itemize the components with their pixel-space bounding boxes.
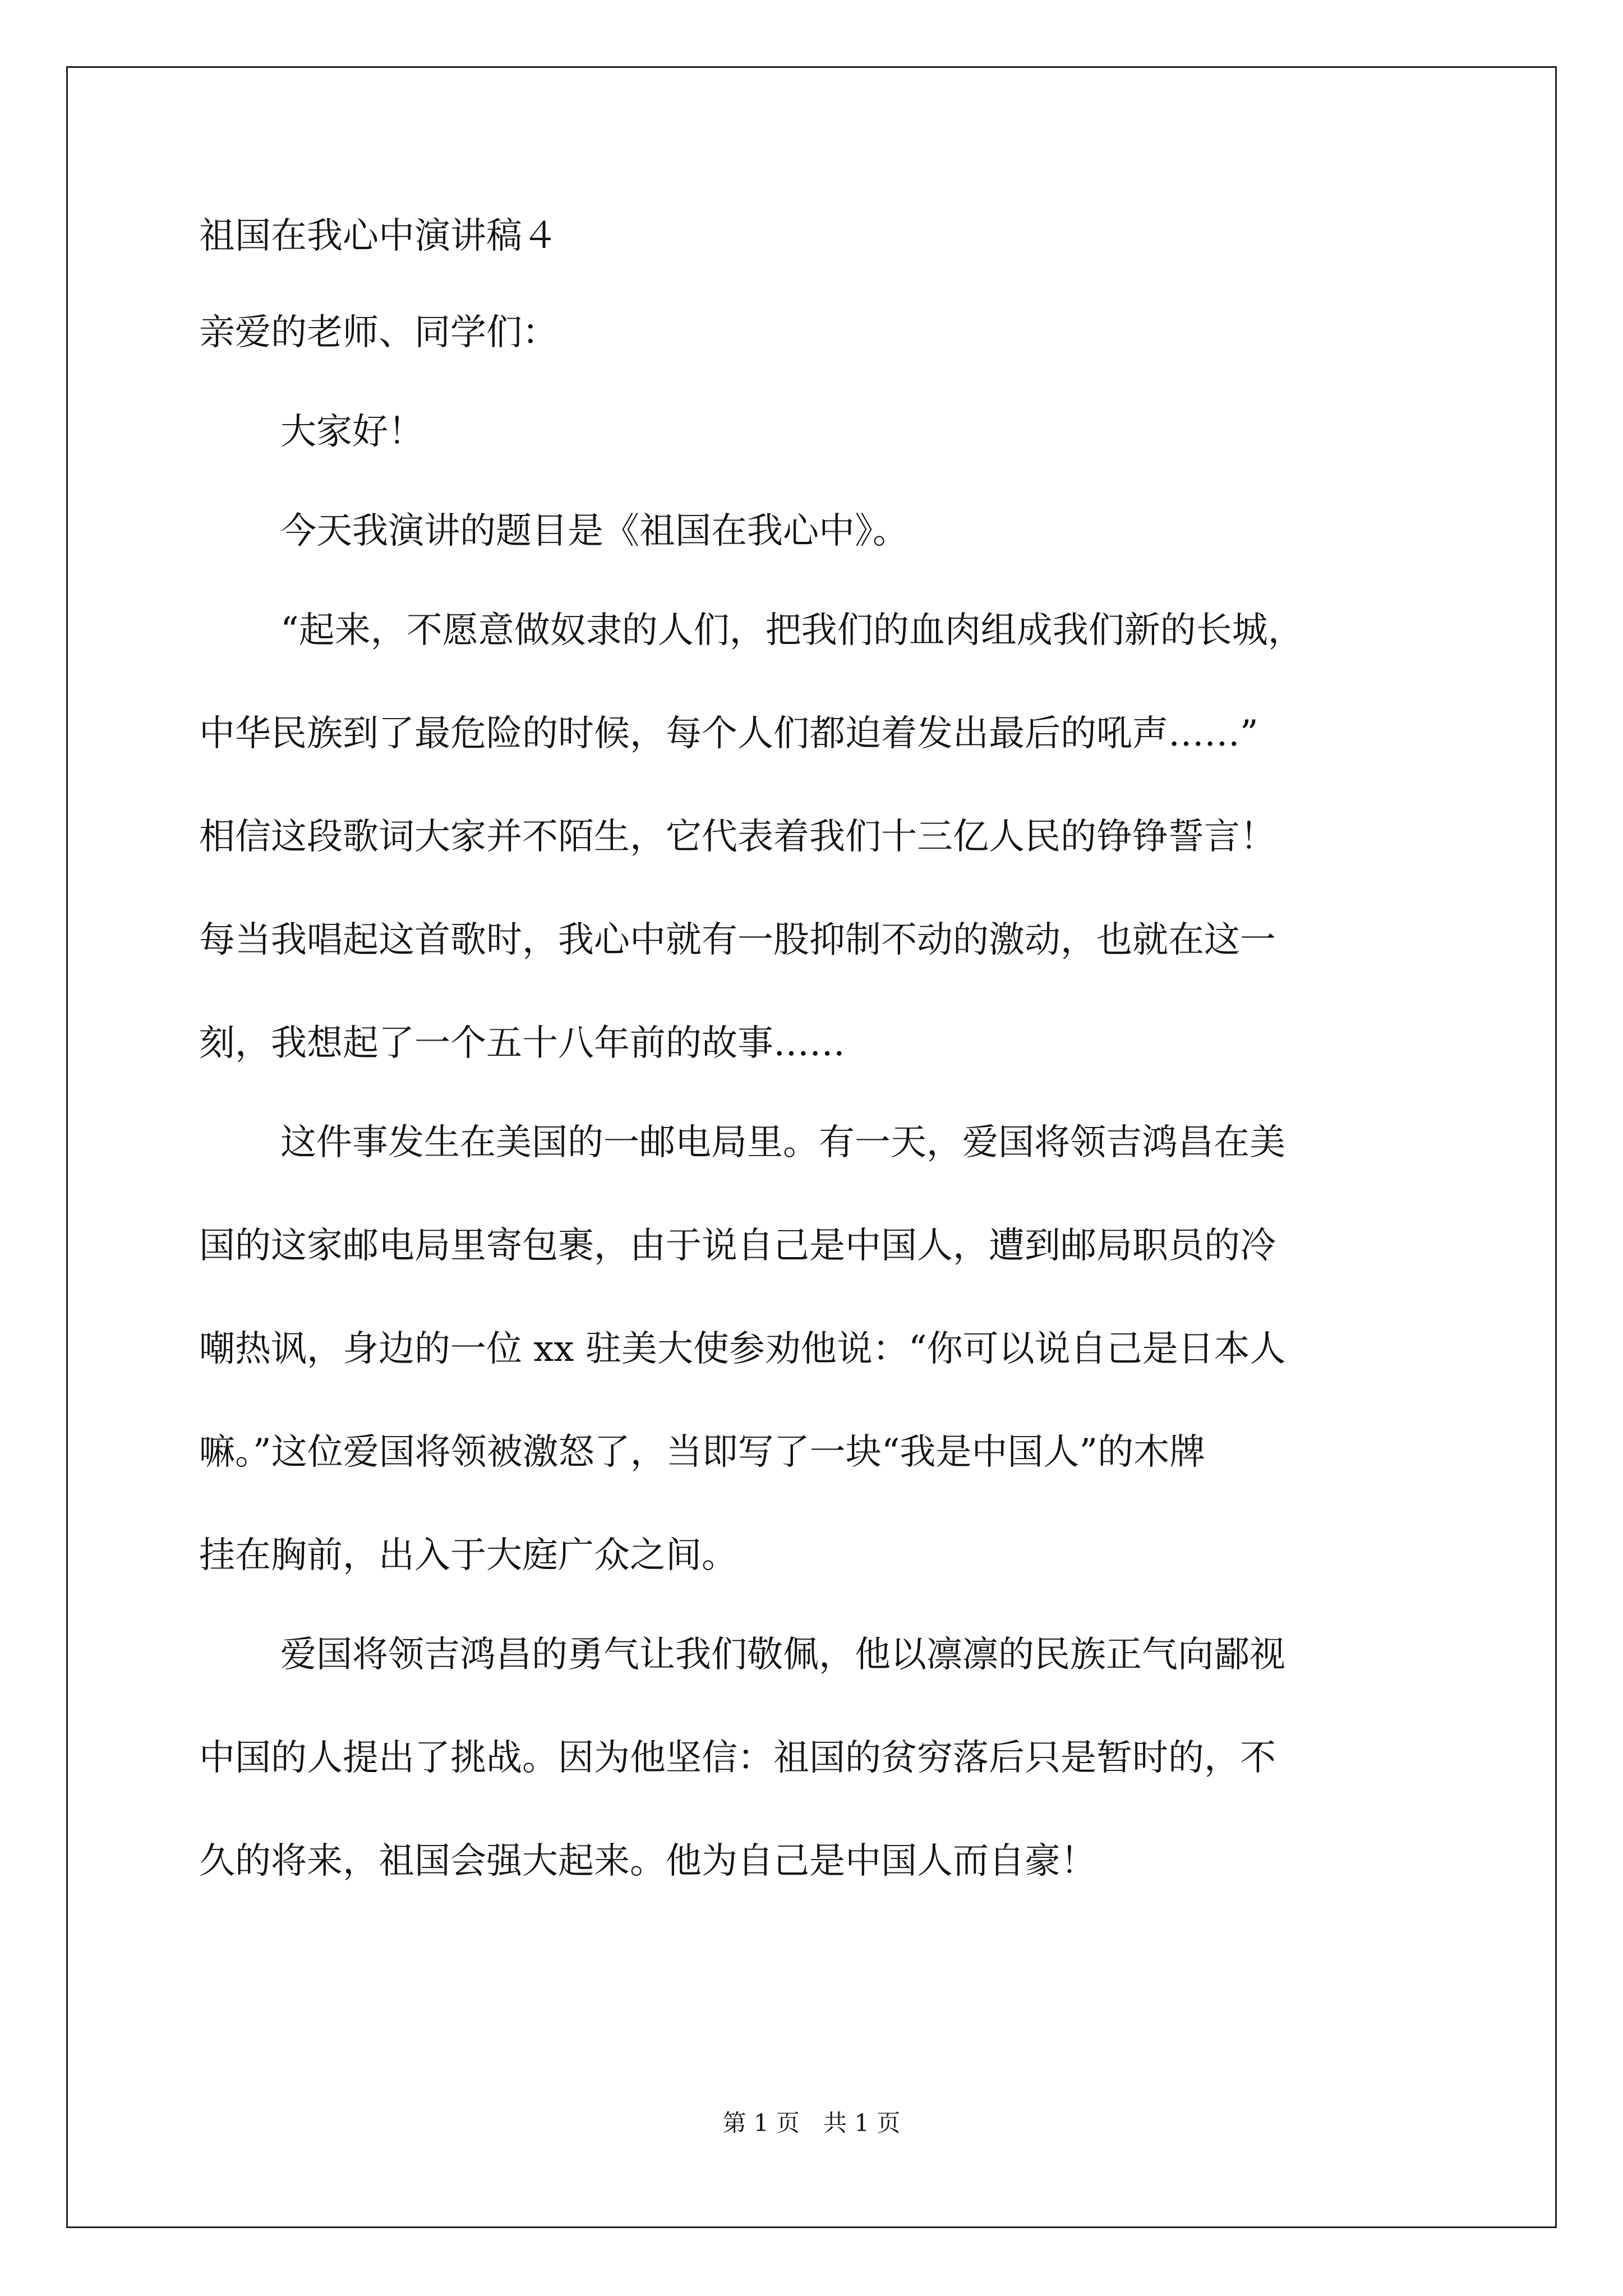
paragraph-line: “起来，不愿意做奴隶的人们，把我们的血肉组成我们新的长城， <box>280 610 1304 651</box>
paragraph-line: 这件事发生在美国的一邮电局里。有一天，爱国将领吉鸿昌在美 <box>280 1122 1285 1163</box>
page-footer: 第 1 页 共 1 页 <box>722 2109 901 2137</box>
document-title: 祖国在我心中演讲稿４ <box>199 215 558 257</box>
paragraph-line: 爱国将领吉鸿昌的勇气让我们敬佩，他以凛凛的民族正气向鄙视 <box>280 1634 1285 1676</box>
paragraph-line: 每当我唱起这首歌时，我心中就有一股抑制不动的激动，也就在这一 <box>199 919 1276 961</box>
paragraph-line: 国的这家邮电局里寄包裹，由于说自己是中国人，遭到邮局职员的冷 <box>199 1225 1276 1267</box>
document-body <box>199 210 1433 1935</box>
paragraph-line: 挂在胸前，出入于大庭广众之间。 <box>199 1535 737 1576</box>
paragraph-line: 嘛。”这位爱国将领被激怒了，当即写了一块“我是中国人”的木牌 <box>199 1432 1206 1473</box>
paragraph-line: 久的将来，祖国会强大起来。他为自己是中国人而自豪！ <box>199 1841 1096 1882</box>
paragraph-line: 刻，我想起了一个五十八年前的故事…… <box>199 1023 845 1064</box>
paragraph <box>199 406 1433 458</box>
paragraph-line: 中国的人提出了挑战。因为他坚信：祖国的贫穷落后只是暂时的，不 <box>199 1737 1276 1779</box>
paragraph-line: 今天我演讲的题目是《祖国在我心中》。 <box>280 510 909 552</box>
paragraph-line: 相信这段歌词大家并不陌生，它代表着我们十三亿人民的铮铮誓言！ <box>199 816 1276 858</box>
greeting: 亲爱的老师、同学们： <box>199 312 558 353</box>
paragraph-line: 嘲热讽，身边的一位 xx 驻美大使参劝他说：“你可以说自己是日本人 <box>199 1328 1286 1370</box>
paragraph <box>199 605 1433 1069</box>
paragraph <box>199 505 1433 557</box>
paragraph <box>199 1629 1433 1887</box>
paragraph-line: 中华民族到了最危险的时候，每个人们都迫着发出最后的吼声……” <box>199 713 1258 754</box>
paragraph-line: 大家好！ <box>280 411 424 453</box>
paragraph <box>199 1117 1433 1581</box>
